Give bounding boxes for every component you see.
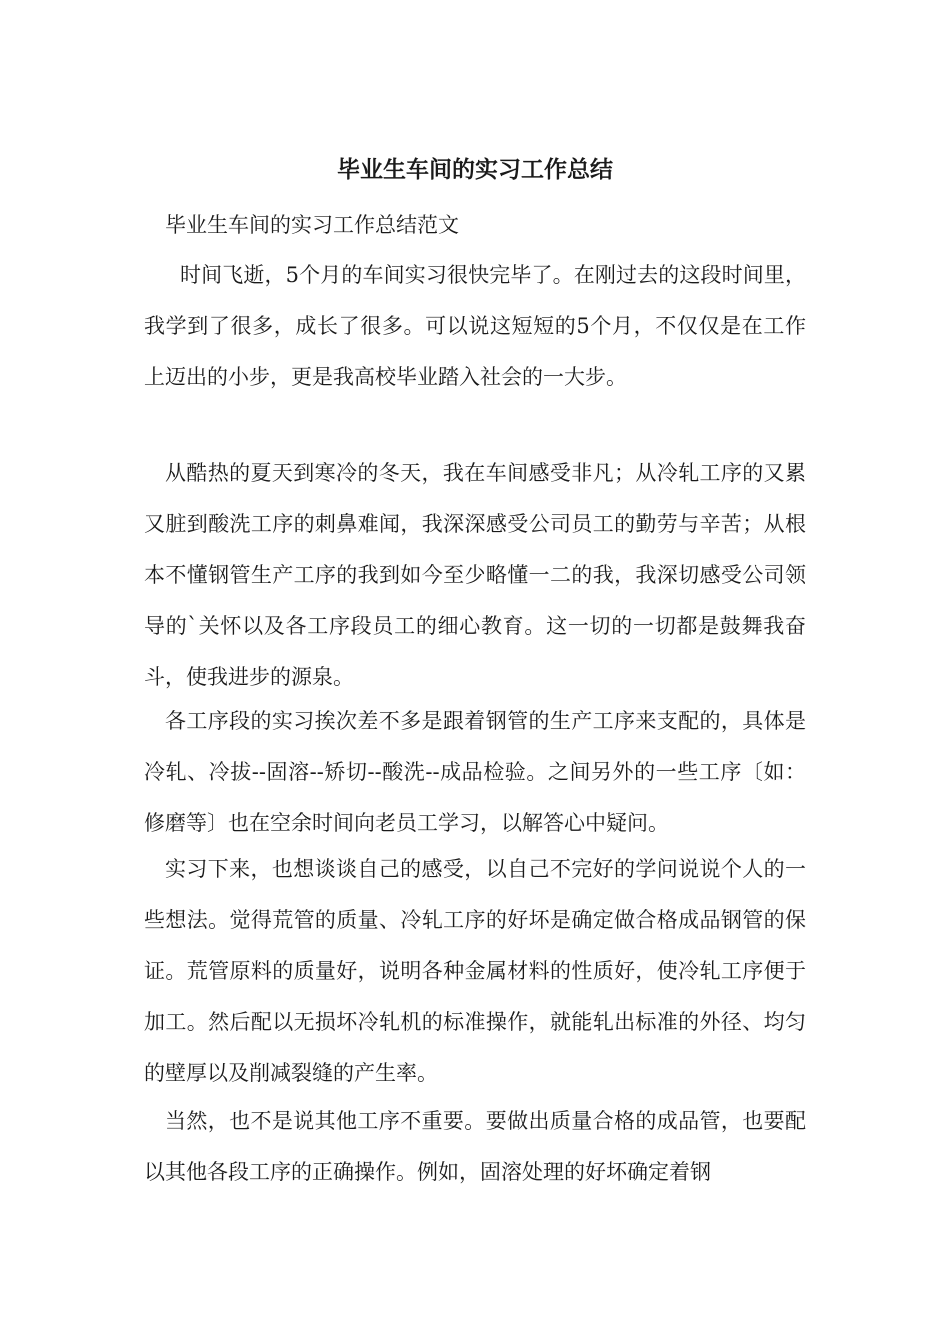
document-title: 毕业生车间的实习工作总结 [337,156,613,183]
paragraph-4: 实习下来，也想谈谈自己的感受，以自己不完好的学问说说个人的一些想法。觉得荒管的质量、冷轧工序的好坏是确定做合格成品钢管的保证。荒管原料的质量好，说明各种金属材料的性质好，使冷轧工序便于加工。然后配以无损坏冷轧机的标准操作，就能轧出标准的外径、均匀的壁厚以及削减裂缝的产生率。 [144,857,806,1085]
paragraph-1: 时间飞逝，5个月的车间实习很快完毕了。在刚过去的这段时间里，我学到了很多，成长了很多。可以说这短短的5个月，不仅仅是在工作上迈出的小步，更是我高校毕业踏入社会的一大步。 [144,263,806,389]
paragraph-5: 当然，也不是说其他工序不重要。要做出质量合格的成品管，也要配以其他各段工序的正确操作。例如，固溶处理的好坏确定着钢 [144,1109,806,1184]
paragraph-2: 从酷热的夏天到寒冷的冬天，我在车间感受非凡；从冷轧工序的又累又脏到酸洗工序的刺鼻难闻，我深深感受公司员工的勤劳与辛苦；从根本不懂钢管生产工序的我到如今至少略懂一二的我，我深切感受公司领导的`关怀以及各工序段员工的细心教育。这一切的一切都是鼓舞我奋斗，使我进步的源泉。 [144,461,806,689]
document-subtitle: 毕业生车间的实习工作总结范文 [165,213,459,237]
paragraph-3: 各工序段的实习挨次差不多是跟着钢管的生产工序来支配的，具体是冷轧、冷拔--固溶--矫切--酸洗--成品检验。之间另外的一些工序〔如：修磨等〕也在空余时间向老员工学习，以解答心中疑问。 [144,709,806,835]
